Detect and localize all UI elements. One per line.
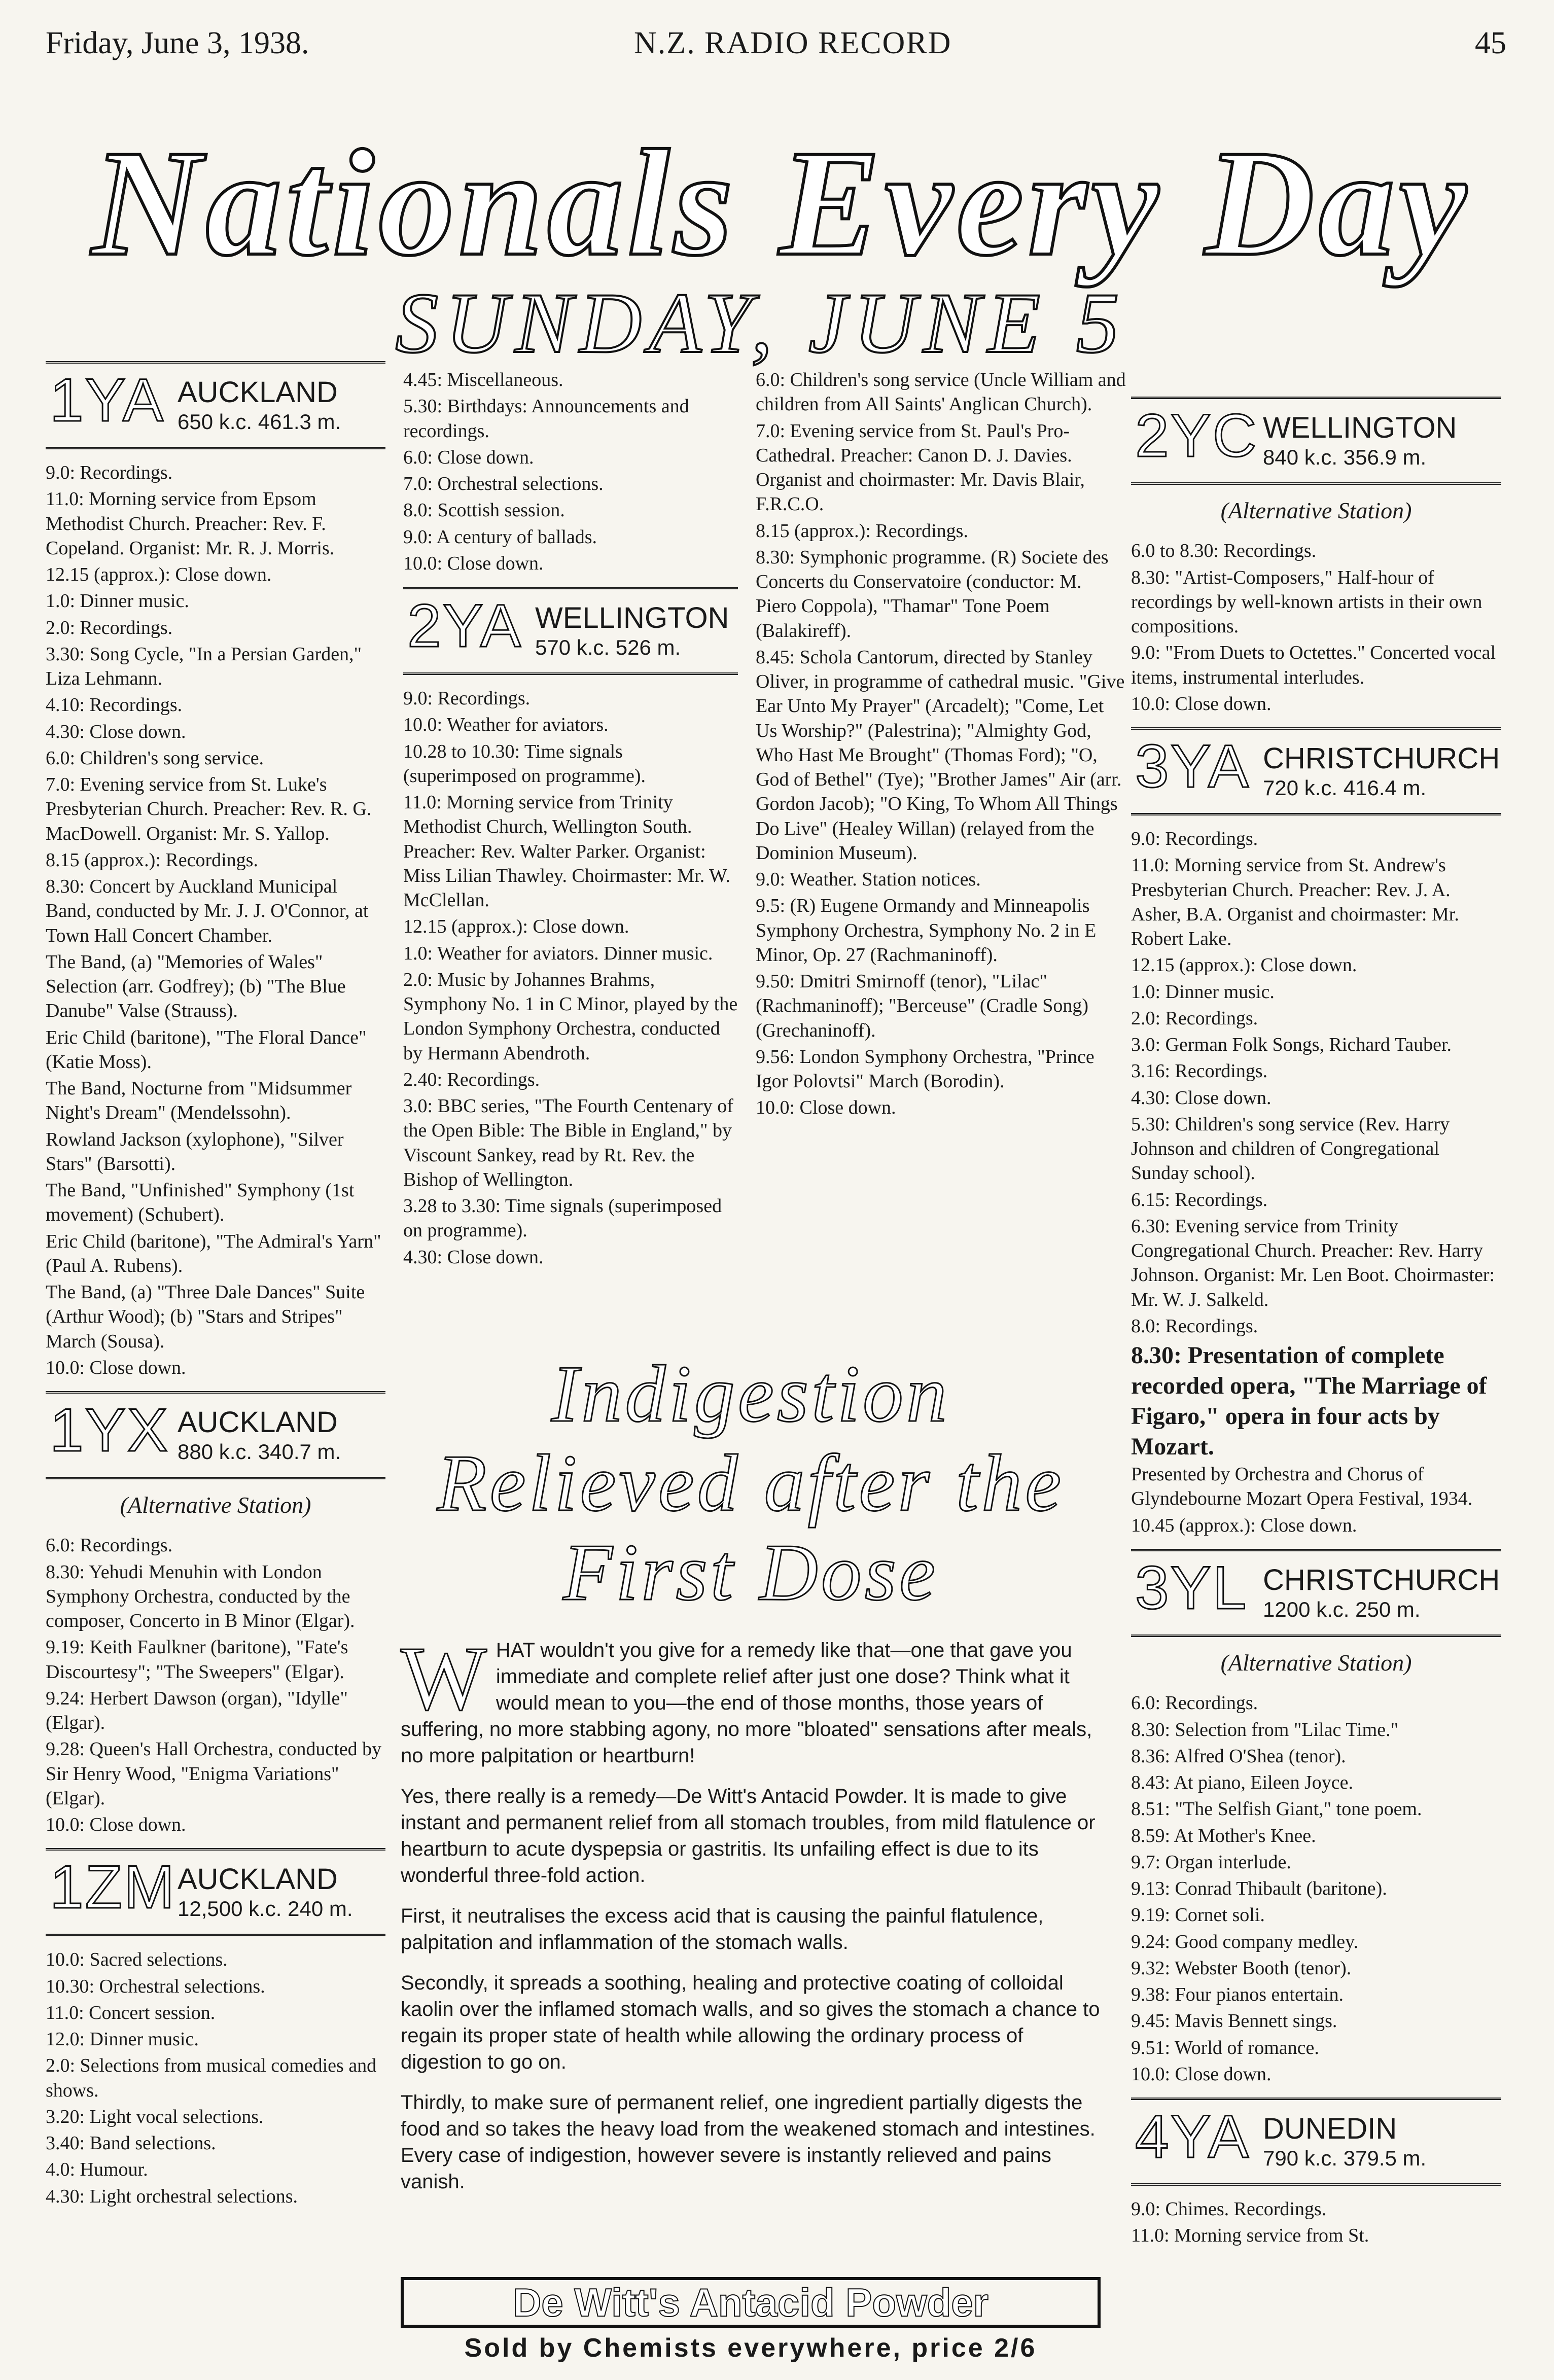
program-entry: Presented by Orchestra and Chorus of Glyndebourne Mozart Opera Festival, 1934. [1131,1464,1473,1510]
program-entry: 8.0: Recordings. [1131,1315,1258,1337]
ad-headline [401,1349,1101,1617]
station-block-3ya [1131,727,1501,815]
program-entry: 9.51: World of romance. [1131,2037,1319,2058]
ad-paragraph: Thirdly, to make sure of permanent relief, one ingredient partially digests the food and so takes the heavy load from the weakened stomach and intestines. Every case of indigestion, however severe is instantly relieved and pains vanish. [401,2091,1096,2193]
alternative-station-label: (Alternative Station) [120,1492,311,1518]
program-entry: 8.43: At piano, Eileen Joyce. [1131,1772,1353,1794]
station-call-sign: 2YA [407,592,522,660]
program-entry: 9.24: Good company medley. [1131,1931,1359,1952]
date-subhead: SUNDAY, JUNE 5 [395,275,1126,371]
program-entry: 2.40: Recordings. [403,1069,540,1090]
station-call-sign: 1YX [50,1396,169,1464]
program-entry: 6.0: Recordings. [46,1535,173,1556]
station-frequency: 790 k.c. 379.5 m. [1263,2146,1427,2171]
issue-date: Friday, June 3, 1938. [46,26,309,60]
program-entry: 9.0: Recordings. [403,688,531,709]
retail-info: Sold by Chemists everywhere, price 2/6 [464,2333,1037,2363]
program-entry: Eric Child (baritone), "The Admiral's Yarn" (Paul A. Rubens). [46,1230,381,1276]
program-entry: 9.7: Organ interlude. [1131,1851,1291,1873]
station-block-1yx [46,1391,385,1479]
program-entry: 8.15 (approx.): Recordings. [46,849,258,871]
column-4 [1131,385,1501,2250]
product-brand-banner: De Witt's Antacid Powder [401,2277,1101,2328]
station-city: WELLINGTON [1263,411,1457,444]
program-entry: 9.45: Mavis Bennett sings. [1131,2010,1337,2032]
column-1 [46,350,385,2211]
ad-paragraph: Yes, there really is a remedy—De Witt's Antacid Powder. It is made to give instant and permanent relief from all stomach troubles, from mild flatulence or heartburn to acute dyspepsia or gastritis. Its unfailing effect is due to its wonderful three-fold action. [401,1785,1096,1887]
program-entry: 8.30: Yehudi Menuhin with London Symphony Orchestra, conducted by the composer, Concerto in B Minor (Elgar). [46,1561,355,1632]
station-call-sign: 1ZM [50,1853,176,1922]
program-entry: 4.0: Humour. [46,2159,148,2181]
column-2 [403,368,738,1271]
program-entry: 4.10: Recordings. [46,694,183,716]
program-entry: 6.0: Close down. [403,446,534,468]
program-entry: 5.30: Children's song service (Rev. Harry Johnson and children of Congregational Sunday school). [1131,1113,1450,1184]
program-entry: 9.50: Dmitri Smirnoff (tenor), "Lilac" (Rachmaninoff); "Berceuse" (Cradle Song) (Grechaninoff). [756,971,1089,1041]
program-list [46,460,385,1380]
program-entry: 9.13: Conrad Thibault (baritone). [1131,1878,1387,1900]
program-entry: 8.15 (approx.): Recordings. [756,520,968,542]
program-entry: 10.0: Close down. [756,1097,896,1119]
masthead-title: Nationals Every Day [91,119,1471,287]
program-entry: 10.0: Close down. [1131,2063,1272,2085]
program-list [756,368,1126,1120]
program-list [1131,1462,1501,1538]
station-frequency: 650 k.c. 461.3 m. [178,410,341,434]
station-call-sign: 4YA [1135,2103,1250,2171]
program-entry: 9.24: Herbert Dawson (organ), "Idylle" (Elgar). [46,1687,348,1734]
alternative-station-label: (Alternative Station) [1220,498,1412,523]
station-block-2yc [1131,397,1501,485]
program-entry: 5.30: Birthdays: Announcements and recordings. [403,396,689,442]
program-entry: 4.30: Close down. [46,721,186,742]
program-entry: 9.0: A century of ballads. [403,526,597,548]
program-entry: 2.0: Recordings. [46,617,173,638]
alternative-station-label: (Alternative Station) [1220,1649,1412,1676]
program-entry: 10.0: Weather for aviators. [403,714,609,736]
ad-paragraph: Secondly, it spreads a soothing, healing and protective coating of colloidal kaolin over the inflamed stomach walls, and so gives the stomach a chance to regain its proper state of health while allowing the ordinary process of digestion to go on. [401,1972,1100,2073]
station-call-sign: 3YA [1135,732,1250,801]
program-entry: 12.15 (approx.): Close down. [1131,954,1357,976]
program-entry: The Band, (a) "Memories of Wales" Selection (arr. Godfrey); (b) "The Blue Danube" Valse (Strauss). [46,951,346,1022]
station-city: AUCKLAND [178,1406,338,1439]
program-entry: 11.0: Morning service from St. [1131,2225,1369,2247]
program-entry: 2.0: Recordings. [1131,1007,1258,1029]
program-entry: 11.0: Concert session. [46,2002,216,2023]
program-entry: 9.0: "From Duets to Octettes." Concerted vocal items, instrumental interludes. [1131,642,1496,688]
program-entry: 6.0: Children's song service (Uncle William and children from All Saints' Anglican Church). [756,369,1126,415]
program-entry: 7.0: Orchestral selections. [403,473,604,494]
program-entry: The Band, (a) "Three Dale Dances" Suite (Arthur Wood); (b) "Stars and Stripes" March (Sousa). [46,1282,365,1352]
program-entry: 3.40: Band selections. [46,2133,216,2154]
program-entry: 8.30: Selection from "Lilac Time." [1131,1719,1399,1740]
station-frequency: 1200 k.c. 250 m. [1263,1597,1421,1621]
program-entry: 8.36: Alfred O'Shea (tenor). [1131,1745,1346,1767]
program-list [1131,827,1501,1338]
station-city: AUCKLAND [178,1863,338,1896]
station-frequency: 12,500 k.c. 240 m. [178,1897,353,1921]
program-entry: Rowland Jackson (xylophone), "Silver Stars" (Barsotti). [46,1128,344,1175]
program-entry: 10.0: Sacred selections. [46,1949,228,1971]
opera-highlight: 8.30: Presentation of complete recorded opera, "The Marriage of Figaro," opera in four acts by Mozart. [1131,1342,1487,1461]
program-entry: 7.0: Evening service from St. Paul's Pro-Cathedral. Preacher: Canon D. J. Davies. Organist and choirmaster: Mr. Davis Blair, F.R.C.O. [756,420,1085,515]
column-3 [756,368,1126,1122]
program-entry: 9.5: (R) Eugene Ormandy and Minneapolis Symphony Orchestra, Symphony No. 2 in E Minor, Op. 27 (Rachmaninoff). [756,895,1097,966]
program-entry: 12.15 (approx.): Close down. [46,564,272,585]
page-header [46,20,1506,76]
program-entry: 6.15: Recordings. [1131,1189,1268,1211]
program-entry: 8.51: "The Selfish Giant," tone poem. [1131,1798,1422,1820]
program-entry: 12.0: Dinner music. [46,2029,199,2050]
program-entry: 9.0: Weather. Station notices. [756,869,981,890]
program-entry: 6.0: Recordings. [1131,1692,1258,1714]
program-entry: 9.0: Recordings. [1131,828,1258,850]
program-entry: Eric Child (baritone), "The Floral Dance" (Katie Moss). [46,1026,367,1073]
program-list [403,686,738,1269]
drop-cap: W [401,1628,487,1729]
program-entry: 6.0: Children's song service. [46,747,264,769]
program-entry: 10.30: Orchestral selections. [46,1975,265,1997]
station-frequency: 720 k.c. 416.4 m. [1263,776,1427,800]
program-entry: 11.0: Morning service from St. Andrew's Presbyterian Church. Preacher: Rev. J. A. Asher, B.A. Organist and choirmaster: Mr. Robert Lake. [1131,855,1459,950]
program-list [46,1947,385,2209]
station-block-1ya [46,361,385,449]
program-list [46,1533,385,1837]
program-entry: 3.28 to 3.30: Time signals (superimposed on programme). [403,1195,722,1241]
program-entry: 4.30: Close down. [403,1246,544,1268]
program-entry: 3.0: BBC series, "The Fourth Centenary of the Open Bible: The Bible in England," by Viscount Sankey, read by Rt. Rev. the Bishop of Wellington. [403,1095,733,1190]
program-entry: 11.0: Morning service from Epsom Methodist Church. Preacher: Rev. F. Copeland. Organist: Mr. R. J. Morris. [46,488,335,559]
ad-paragraph: WHAT wouldn't you give for a remedy like that—one that gave you immediate and complete relief after just one dose? Think what it would mean to you—the end of those months, those years of suffering, no more stabbing agony, no more "bloated" sensations after meals, no more palpitation or heartburn! [401,1628,1092,1767]
program-entry: The Band, "Unfinished" Symphony (1st movement) (Schubert). [46,1180,355,1226]
station-call-sign: 1YA [50,366,165,434]
program-entry: 9.19: Keith Faulkner (baritone), "Fate's Discourtesy"; "The Sweepers" (Elgar). [46,1637,348,1683]
ad-body [401,1628,1101,2195]
publication-name: N.Z. RADIO RECORD [634,26,952,60]
page-number: 45 [1475,26,1506,60]
station-block-2ya [403,587,738,675]
station-city: DUNEDIN [1263,2112,1397,2146]
program-entry: 9.0: Chimes. Recordings. [1131,2198,1327,2220]
program-entry: 1.0: Dinner music. [1131,981,1275,1003]
station-city: CHRISTCHURCH [1263,742,1500,775]
program-entry: 8.59: At Mother's Knee. [1131,1825,1316,1846]
program-entry: 11.0: Morning service from Trinity Methodist Church, Wellington South. Preacher: Rev. Walter Parker. Organist: Miss Lilian Thawley. Choirmaster: Mr. W. McClellan. [403,792,730,911]
program-entry: 12.15 (approx.): Close down. [403,916,629,938]
program-entry: 3.16: Recordings. [1131,1060,1268,1082]
program-entry: 3.20: Light vocal selections. [46,2106,264,2127]
station-block-4ya [1131,2098,1501,2186]
station-city: WELLINGTON [535,601,729,634]
program-entry: 1.0: Dinner music. [46,590,189,612]
program-entry: 9.0: Recordings. [46,462,173,483]
station-city: AUCKLAND [178,376,338,409]
program-list [1131,1691,1501,2086]
program-entry: 10.0: Close down. [1131,693,1272,715]
program-entry: 1.0: Weather for aviators. Dinner music. [403,942,713,964]
program-entry: 2.0: Selections from musical comedies and shows. [46,2055,377,2101]
program-entry: 6.0 to 8.30: Recordings. [1131,540,1317,562]
station-frequency: 570 k.c. 526 m. [535,635,681,659]
station-frequency: 880 k.c. 340.7 m. [178,1440,341,1464]
program-entry: 8.0: Scottish session. [403,500,565,521]
program-entry: 9.38: Four pianos entertain. [1131,1984,1344,2006]
program-entry: 7.0: Evening service from St. Luke's Presbyterian Church. Preacher: Rev. R. G. MacDowell. Organist: Mr. S. Yallop. [46,774,372,844]
station-call-sign: 2YC [1135,402,1258,470]
program-entry: 4.30: Close down. [1131,1087,1272,1109]
station-block-1zm [46,1848,385,1936]
program-entry: 6.30: Evening service from Trinity Congregational Church. Preacher: Rev. Harry Johnson. Organist: Mr. Len Boot. Choirmaster: Mr. W. J. Salkeld. [1131,1215,1495,1310]
program-entry: 10.0: Close down. [46,1357,186,1378]
program-entry: 8.30: "Artist-Composers," Half-hour of recordings by well-known artists in their own compositions. [1131,566,1482,637]
station-block-3yl [1131,1549,1501,1637]
program-entry: 10.28 to 10.30: Time signals (superimposed on programme). [403,740,646,787]
program-entry: 3.0: German Folk Songs, Richard Tauber. [1131,1034,1452,1056]
program-entry: 9.56: London Symphony Orchestra, "Prince Igor Polovtsi" March (Borodin). [756,1046,1094,1092]
program-entry: The Band, Nocturne from "Midsummer Night's Dream" (Mendelssohn). [46,1078,352,1124]
program-entry: 9.28: Queen's Hall Orchestra, conducted by Sir Henry Wood, "Enigma Variations" (Elgar). [46,1738,382,1809]
ad-headline-line: Relieved after the [437,1438,1065,1528]
program-entry: 2.0: Music by Johannes Brahms, Symphony No. 1 in C Minor, played by the London Symphony Orchestra, conducted by Hermann Abendroth. [403,969,738,1064]
advertisement [401,1348,1101,2363]
program-list [1131,2197,1501,2248]
program-entry: 8.30: Concert by Auckland Municipal Band, conducted by Mr. J. J. O'Connor, at Town Hall Concert Chamber. [46,876,369,946]
program-entry: 9.19: Cornet soli. [1131,1904,1265,1926]
station-frequency: 840 k.c. 356.9 m. [1263,445,1427,469]
station-city: CHRISTCHURCH [1263,1563,1500,1596]
program-entry: 3.30: Song Cycle, "In a Persian Garden," Liza Lehmann. [46,643,362,689]
program-list [1131,539,1501,716]
program-entry: 10.45 (approx.): Close down. [1131,1514,1357,1536]
program-entry: 8.30: Symphonic programme. (R) Societe des Concerts du Conservatoire (conductor: M. Piero Coppola), "Thamar" Tone Poem (Balakireff). [756,546,1109,642]
ad-headline-line: First Dose [563,1527,938,1617]
program-entry: 4.45: Miscellaneous. [403,369,563,390]
station-call-sign: 3YL [1135,1553,1248,1622]
program-entry: 8.45: Schola Cantorum, directed by Stanley Oliver, in programme of cathedral music. "Give Ear Unto My Prayer" (Arcadelt); "Come, Let Us Worship?" (Palestrina); "Almighty God, Who Hast Me Brought" (Thomas Ford); "O, God of Bethel" (Tye); "Brother James" Air (arr. Gordon Jacob); "O King, To Whom All Things Do Live" (Healey Willan) (relayed from the Dominion Museum). [756,646,1125,864]
program-entry: 9.32: Webster Booth (tenor). [1131,1957,1352,1979]
ad-headline-line: Indigestion [551,1348,950,1439]
program-entry: 10.0: Close down. [403,552,544,574]
program-list [403,368,738,576]
ad-paragraph: First, it neutralises the excess acid that is causing the painful flatulence, palpitation and inflammation of the stomach walls. [401,1905,1044,1953]
program-entry: 4.30: Light orchestral selections. [46,2185,298,2207]
program-entry: 10.0: Close down. [46,1814,186,1836]
